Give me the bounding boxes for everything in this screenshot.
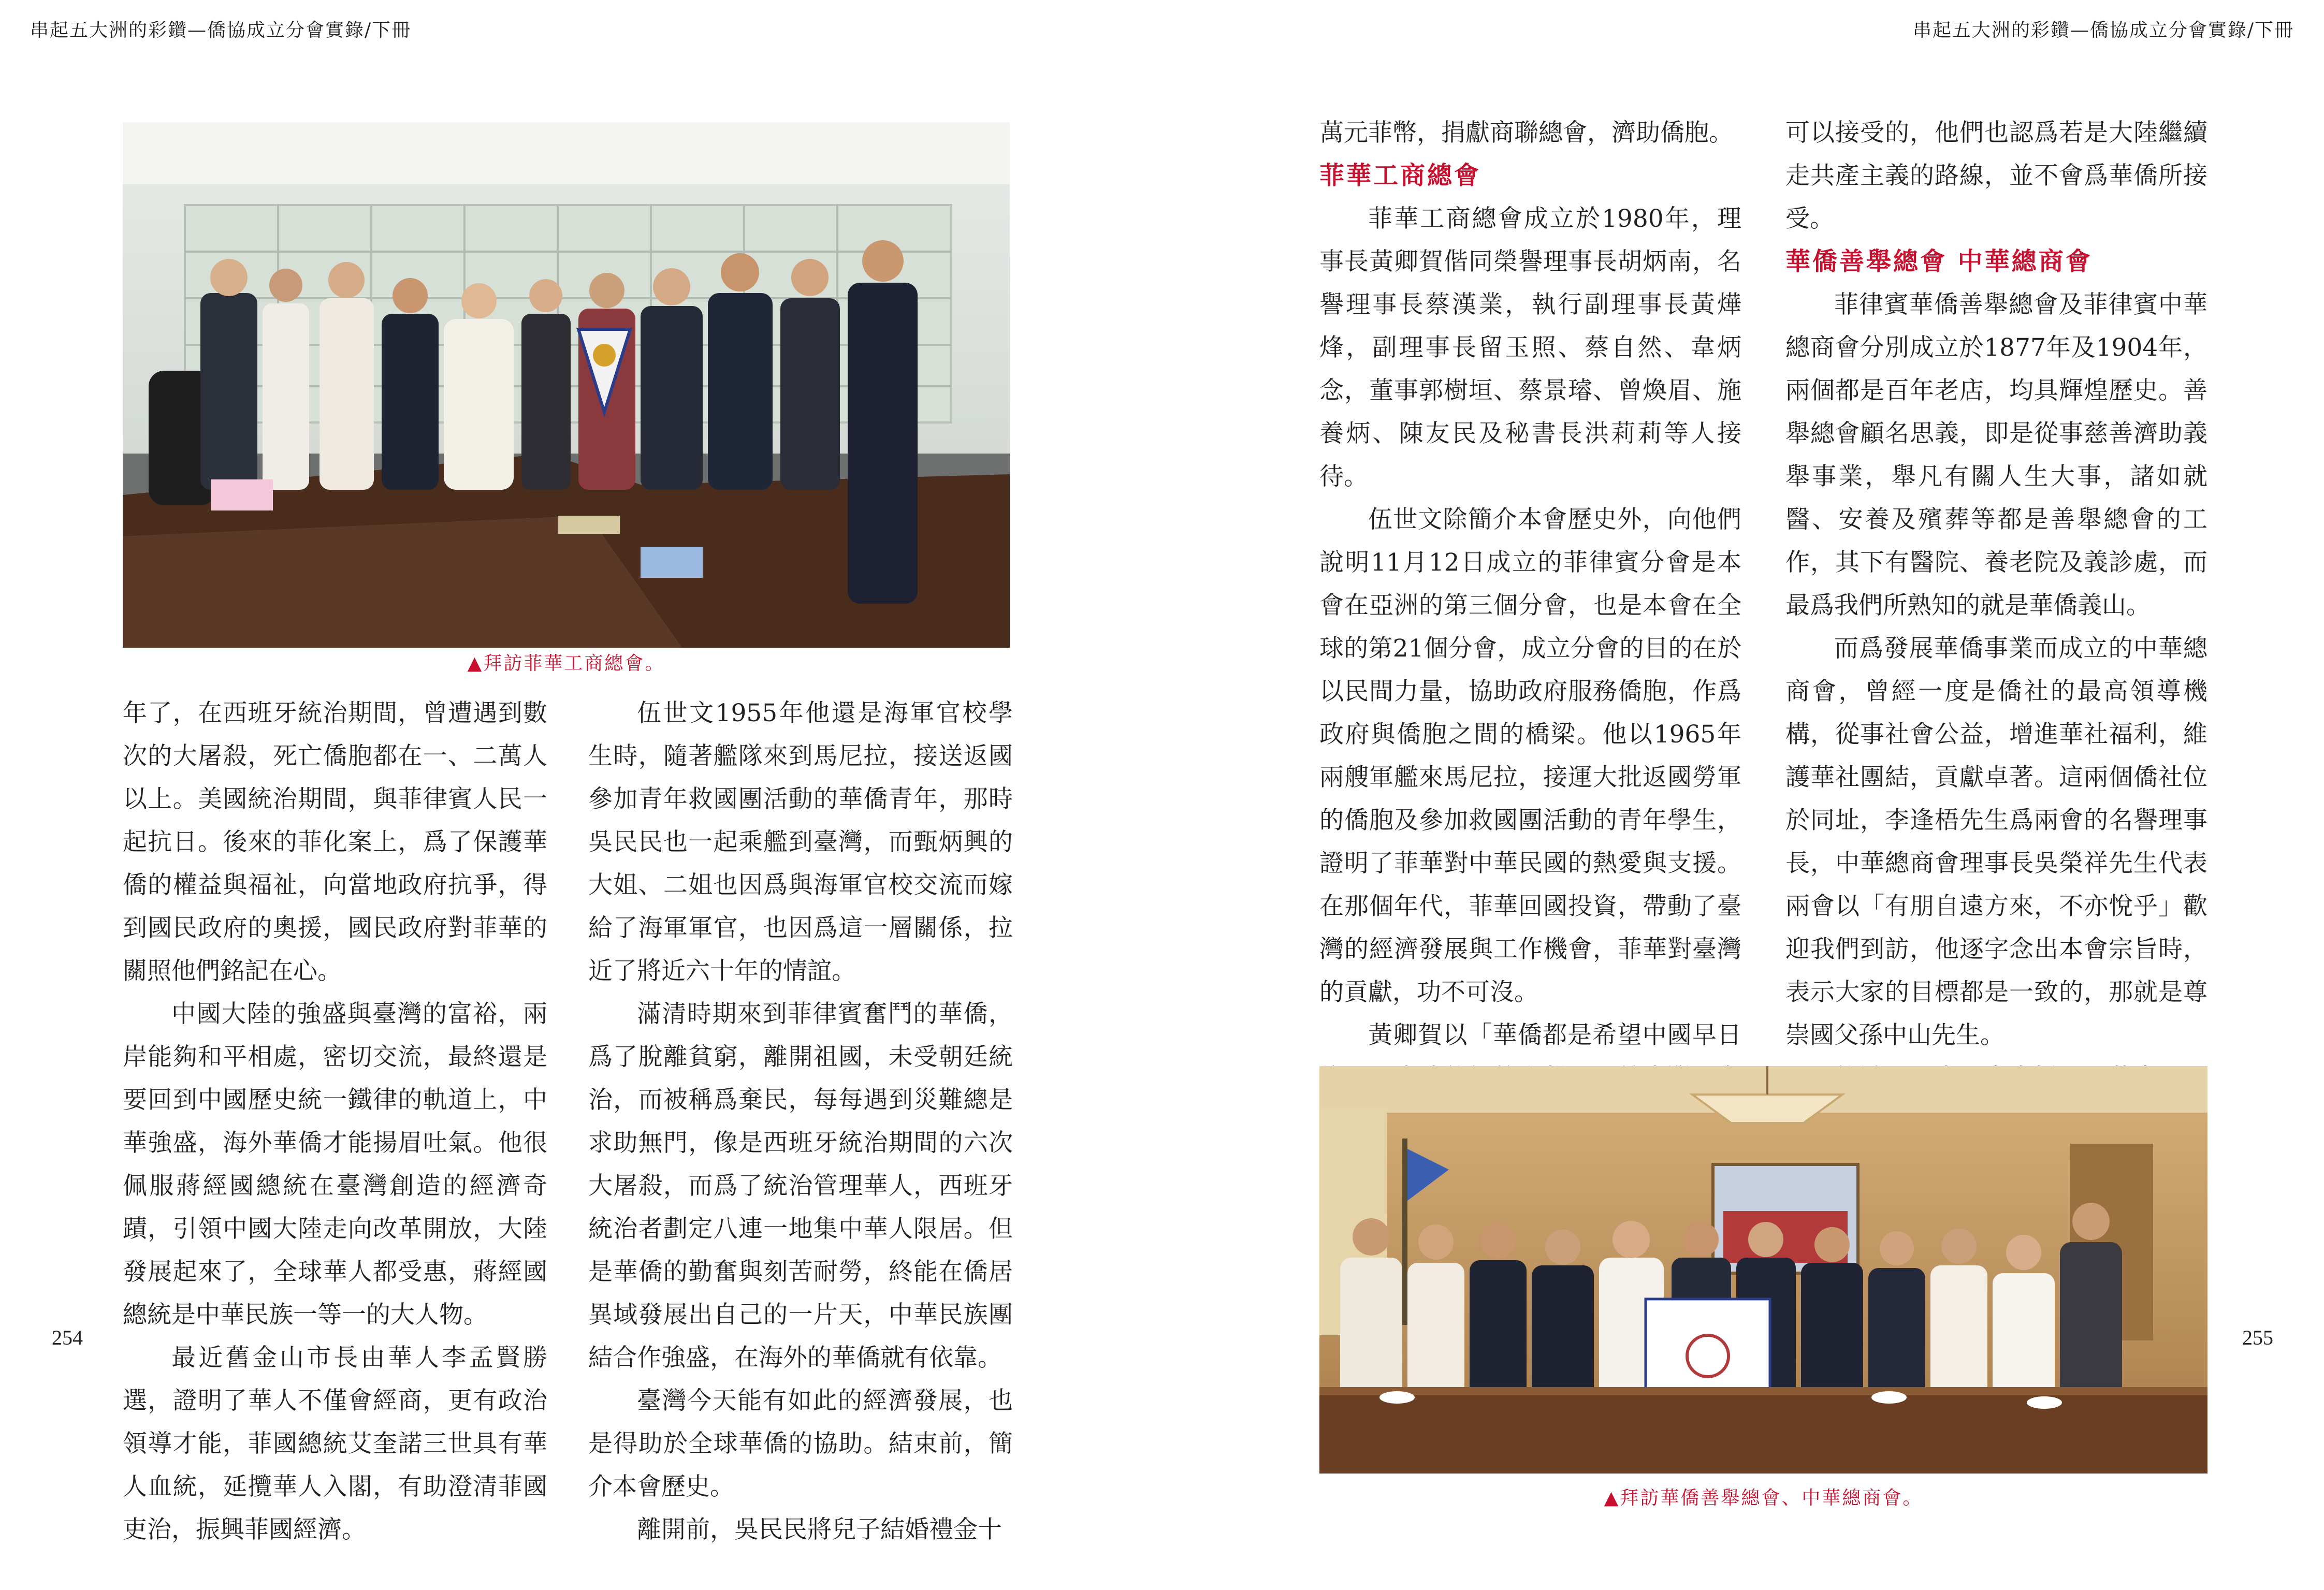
paragraph: 中國大陸的強盛與臺灣的富裕，兩岸能夠和平相處，密切交流，最終還是要回到中國歷史統一鐵律的軌道上，中華強盛，海外華僑才能揚眉吐氣。他很佩服蔣經國總統在臺灣創造的經濟奇蹟，引領中國大陸走向改革開放，大陸發展起來了，全球華人都受惠，蔣經國總統是中華民族一等一的大人物。 <box>123 1000 547 1329</box>
photo-caption-2: ▲拜訪華僑善舉總會、中華總商會。 <box>1604 1487 1923 1509</box>
paragraph: 年了，在西班牙統治期間，曾遭遇到數次的大屠殺，死亡僑胞都在一、二萬人以上。美國統治期間，與菲律賓人民一起抗日。後來的菲化案上，爲了保護華僑的權益與福祉，向當地政府抗爭，得到國民政府的奧援，國民政府對菲華的關照他們銘記在心。 <box>123 699 547 985</box>
paragraph: 伍世文1955年他還是海軍官校學生時，隨著艦隊來到馬尼拉，接送返國參加青年救國團活動的華僑青年，那時吳民民也一起乘艦到臺灣，而甄炳興的大姐、二姐也因爲與海軍官校交流而嫁給了海軍軍官，也因爲這一層關係，拉近了將近六十年的情誼。 <box>588 699 1013 985</box>
paragraph: 伍世文除簡介本會歷史外，向他們說明11月12日成立的菲律賓分會是本會在亞洲的第三個分會，也是本會在全球的第21個分會，成立分會的目的在於以民間力量，協助政府服務僑胞，作爲政府與僑胞之間的橋梁。他以1965年兩艘軍艦來馬尼拉，接運大批返國勞軍的僑胞及參加救國團活動的青年學生，證明了菲華對中華民國的熱愛與支援。在那個年代，菲華回國投資，帶動了臺灣的經濟發展與工作機會，菲華對臺灣的貢獻，功不可沒。 <box>1319 505 1741 1006</box>
paragraph: 最近舊金山市長由華人李孟賢勝選，證明了華人不僅會經商，更有政治領導才能，菲國總統艾奎諾三世具有華人血統，延攬華人入閣，有助澄清菲國吏治，振興菲國經濟。 <box>123 1344 547 1544</box>
paragraph: 菲華工商總會成立於1980年，理事長黃卿賀偕同榮譽理事長胡炳南，名譽理事長蔡漢業，執行副理事長黃燁烽，副理事長留玉照、蔡自然、韋炳念，董事郭樹垣、蔡景璿、曾煥眉、施養炳、陳友民及秘書長洪莉莉等人接待。 <box>1319 205 1741 491</box>
section-heading-benevolent-association: 華僑善舉總會 中華總商會 <box>1785 247 2093 276</box>
running-header-left: 串起五大洲的彩鑽—僑協成立分會實錄/下冊 <box>30 20 412 41</box>
paragraph: 臺灣今天能有如此的經濟發展，也是得助於全球華僑的協助。結束前，簡介本會歷史。 <box>588 1387 1013 1501</box>
photo-visit-benevolent-association <box>1319 1066 2207 1474</box>
paragraph: 離開前，吳民民將兒子結婚禮金十 <box>637 1515 1002 1544</box>
paragraph: 萬元菲幣，捐獻商聯總會，濟助僑胞。 <box>1319 119 1733 147</box>
paragraph: 而爲發展華僑事業而成立的中華總商會，曾經一度是僑社的最高領導機構，從事社會公益，增進華社福利，維護華社團結，貢獻卓著。這兩個僑社位於同址，李逢梧先生爲兩會的名譽理事長，中華總商會理事長吳榮祥先生代表兩會以「有朋自遠方來，不亦悅乎」歡迎我們到訪，他逐字念出本會宗旨時，表示大家的目標都是一致的，那就是尊崇國父孫中山先生。 <box>1785 634 2207 1049</box>
paragraph: 可以接受的，他們也認爲若是大陸繼續走共產主義的路線，並不會爲華僑所接受。 <box>1785 119 2207 233</box>
text-column-3 <box>1319 111 1741 1186</box>
paragraph: 黃卿賀以「華僑都是希望中國早日 <box>1368 1021 1741 1049</box>
paragraph: 菲律賓華僑善舉總會及菲律賓中華總商會分別成立於1877年及1904年，兩個都是百年老店，均具輝煌歷史。善舉總會顧名思義，即是從事慈善濟助義舉事業，舉凡有關人生大事，諸如就醫、安養及殯葬等都是善舉總會的工作，其下有醫院、養老院及義診處，而最爲我們所熟知的就是華僑義山。 <box>1785 290 2207 620</box>
text-column-2 <box>588 692 1013 1551</box>
photo-caption-1: ▲拜訪菲華工商總會。 <box>467 653 665 674</box>
photo-visit-chamber-of-commerce <box>123 122 1010 648</box>
running-header-right: 串起五大洲的彩鑽—僑協成立分會實錄/下冊 <box>1912 20 2294 41</box>
text-column-1 <box>123 692 547 1551</box>
text-column-4 <box>1785 111 2207 1143</box>
page-number-left: 254 <box>52 1326 83 1349</box>
paragraph: 滿清時期來到菲律賓奮鬥的華僑，爲了脫離貧窮，離開祖國，未受朝廷統治，而被稱爲棄民，每每遇到災難總是求助無門，像是西班牙統治期間的六次大屠殺，而爲了統治管理華人，西班牙統治者劃定八連一地集中華人限居。但是華僑的勤奮與刻苦耐勞，終能在僑居異域發展出自己的一片天，中華民族團結合作強盛，在海外的華僑就有依靠。 <box>588 1000 1013 1372</box>
page-number-right: 255 <box>2242 1326 2273 1349</box>
section-heading-chamber: 菲華工商總會 <box>1319 161 1481 190</box>
